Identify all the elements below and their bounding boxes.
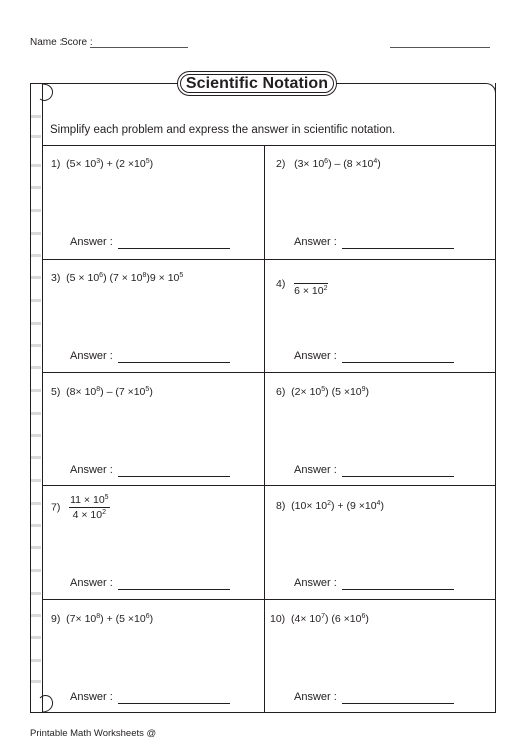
answer-label: Answer : bbox=[70, 350, 113, 362]
answer-label: Answer : bbox=[294, 691, 337, 703]
problem-8: 8) $(10\times 10^2) + (9 \times 10^4)$ bbox=[276, 500, 384, 512]
answer-line-3[interactable] bbox=[118, 362, 230, 363]
row-divider bbox=[42, 372, 496, 373]
column-divider bbox=[264, 145, 265, 713]
answer-label: Answer : bbox=[294, 464, 337, 476]
answer-line-8[interactable] bbox=[342, 589, 454, 590]
problem-9: 9) $(7\times 10^8) + (5 \times 10^6)$ bbox=[51, 613, 154, 625]
answer-line-10[interactable] bbox=[342, 703, 454, 704]
problem-4: 4) $6 \times 10^2$ bbox=[276, 271, 328, 297]
answer-label: Answer : bbox=[294, 236, 337, 248]
page-title: Scientific Notation bbox=[177, 71, 337, 96]
problem-5: 5) $(8\times 10^8) - (7 \times 10^5)$ bbox=[51, 386, 153, 398]
score-line[interactable] bbox=[390, 47, 490, 48]
left-margin-line bbox=[42, 83, 43, 713]
answer-label: Answer : bbox=[70, 236, 113, 248]
answer-line-4[interactable] bbox=[342, 362, 454, 363]
problem-10: 10) $(4\times 10^7)$ $(6 \times 10^6)$ bbox=[270, 613, 369, 625]
answer-line-2[interactable] bbox=[342, 248, 454, 249]
answer-line-6[interactable] bbox=[342, 476, 454, 477]
problem-6: 6) $(2\times 10^5)$ $(5 \times 10^9)$ bbox=[276, 386, 370, 398]
footer-text: Printable Math Worksheets @ bbox=[30, 728, 157, 739]
problem-2: 2) $(3\times 10^6) - (8 \times 10^4)$ bbox=[276, 158, 381, 170]
page-curl-bottom-icon bbox=[30, 690, 60, 714]
problem-7: 7) $\frac{11 \times 10^5}{4 \times 10^2}$ bbox=[51, 494, 109, 521]
page-curl-top-icon bbox=[30, 83, 60, 105]
answer-line-5[interactable] bbox=[118, 476, 230, 477]
answer-label: Answer : bbox=[294, 350, 337, 362]
score-label: Score : bbox=[61, 37, 93, 48]
row-divider bbox=[42, 145, 496, 146]
row-divider bbox=[42, 599, 496, 600]
answer-label: Answer : bbox=[70, 577, 113, 589]
answer-line-7[interactable] bbox=[118, 589, 230, 590]
name-line[interactable] bbox=[90, 47, 188, 48]
answer-label: Answer : bbox=[70, 464, 113, 476]
row-divider bbox=[42, 485, 496, 486]
row-divider bbox=[42, 259, 496, 260]
answer-line-1[interactable] bbox=[118, 248, 230, 249]
instructions: Simplify each problem and express the answer in scientific notation. bbox=[50, 124, 396, 136]
answer-label: Answer : bbox=[294, 577, 337, 589]
problem-3: 3) $(5 \times 10^6)$ $(7 \times 10^8)9 \times 10^5$ bbox=[51, 272, 184, 284]
problem-1: 1) $(5\times 10^3) + (2 \times 10^5)$ bbox=[51, 158, 154, 170]
answer-line-9[interactable] bbox=[118, 703, 230, 704]
name-label: Name : bbox=[30, 37, 63, 48]
answer-label: Answer : bbox=[70, 691, 113, 703]
